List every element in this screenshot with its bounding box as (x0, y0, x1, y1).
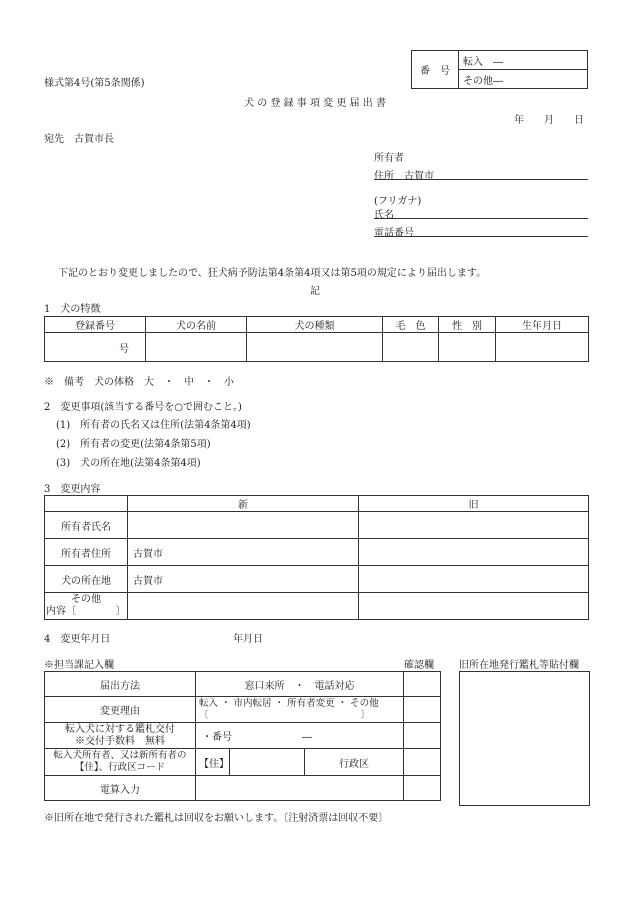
reg-number-cell: 号 (45, 333, 146, 362)
owner-address-line (374, 179, 588, 180)
change-item-3: (3) 犬の所在地(法第4条第4項) (56, 458, 201, 469)
label-other-line1: その他 (71, 594, 101, 605)
header-dog-breed: 犬の種類 (247, 317, 383, 333)
header-coat-color: 毛 色 (383, 317, 439, 333)
sex-cell (439, 333, 496, 362)
change-item-2: (2) 所有者の変更(法第4条第5項) (56, 439, 211, 450)
reason-other-bracket: 〔 〕 (199, 709, 371, 721)
addressee: 宛先 古賀市長 (44, 134, 114, 145)
section2-heading: 2 変更事項(該当する番号を○で囲むこと。) (44, 402, 242, 413)
change-content-table (44, 495, 589, 620)
computer-input-label: 電算入力 (45, 776, 196, 801)
new-other (128, 593, 359, 620)
dog-breed-cell (247, 333, 383, 362)
confirm-label: 確認欄 (404, 660, 434, 671)
addr-code-label: 【住】 (196, 749, 230, 776)
reason-options: 転入 ・ 市内転居 ・ 所有者変更 ・ その他 (199, 697, 379, 709)
new-owner-address: 古賀市 (128, 539, 359, 566)
number-transfer: 転入 ― (459, 51, 588, 70)
header-dog-name: 犬の名前 (146, 317, 247, 333)
old-owner-address (359, 539, 589, 566)
tag-issue-label (45, 723, 196, 749)
tag-issue-value: ・番号 ― (196, 723, 404, 749)
owner-phone-label: 電話番号 (374, 228, 414, 239)
label-owner-name: 所有者氏名 (45, 512, 128, 539)
office-footnote: ※旧所在地で発行された鑑札は回収をお願いします。〔注射済票は回収不要〕 (44, 813, 389, 824)
transfer-owner-label-line1: 転入犬所有者、又は新所有者の (53, 750, 187, 761)
owner-heading: 所有者 (374, 153, 404, 164)
header-new: 新 (128, 496, 359, 512)
transfer-owner-confirm (404, 749, 441, 776)
owner-furigana-label: (フリガナ) (374, 196, 422, 207)
addr-code-value (230, 749, 305, 776)
method-value: 窓口来所 ・ 電話対応 (196, 672, 404, 697)
header-birthdate: 生年月日 (496, 317, 589, 333)
section1-heading: 1 犬の特徴 (44, 304, 101, 315)
dog-features-table (44, 316, 589, 362)
number-box (411, 50, 588, 89)
tag-issue-label-line2: ※交付手数料 無料 (75, 735, 165, 747)
ki-mark: 記 (310, 286, 320, 297)
label-dog-location: 犬の所在地 (45, 566, 128, 593)
header-reg-number: 登録番号 (45, 317, 146, 333)
dog-name-cell (146, 333, 247, 362)
tag-issue-label-line1: 転入犬に対する鑑札交付 (65, 723, 175, 735)
district-label: 行政区 (305, 749, 404, 776)
tag-issue-confirm (404, 723, 441, 749)
document-title: 犬 の 登 録 事 項 変 更 届 出 書 (244, 98, 386, 109)
form-number: 様式第4号(第5条関係) (44, 78, 145, 89)
transfer-owner-label (45, 749, 196, 776)
header-old: 旧 (359, 496, 589, 512)
new-dog-location: 古賀市 (128, 566, 359, 593)
office-heading: ※担当課記入欄 (44, 660, 114, 671)
computer-input-confirm (404, 776, 441, 801)
coat-color-cell (383, 333, 439, 362)
computer-input-value (196, 776, 404, 801)
label-other-line2: 内容〔 〕 (46, 606, 126, 617)
section3-heading: 3 変更内容 (44, 484, 101, 495)
office-table (44, 671, 441, 801)
corner-cell (45, 496, 128, 512)
label-other (45, 593, 128, 620)
change-date: 年月日 (233, 634, 263, 645)
old-tag-paste-area (459, 671, 590, 806)
owner-name-line (374, 218, 588, 219)
number-box-label: 番 号 (412, 51, 459, 89)
reason-value (196, 697, 404, 723)
reason-confirm (404, 697, 441, 723)
submission-date: 年 月 日 (514, 115, 584, 126)
label-owner-address: 所有者住所 (45, 539, 128, 566)
owner-phone-line (374, 236, 588, 237)
section4-heading: 4 変更年月日 (44, 634, 111, 645)
owner-address-label: 住所 古賀市 (374, 171, 434, 182)
change-item-1: (1) 所有者の氏名又は住所(法第4条第4項) (56, 420, 251, 431)
dog-size-note: ※ 備考 犬の体格 大 ・ 中 ・ 小 (44, 377, 234, 388)
transfer-owner-label-line2: 【住】、行政区コード (74, 762, 166, 773)
old-other (359, 593, 589, 620)
header-sex: 性 別 (439, 317, 496, 333)
method-label: 届出方法 (45, 672, 196, 697)
method-confirm (404, 672, 441, 697)
tag-paste-label: 旧所在地発行鑑札等貼付欄 (459, 660, 579, 671)
new-owner-name (128, 512, 359, 539)
reason-label: 変更理由 (45, 697, 196, 723)
old-dog-location (359, 566, 589, 593)
owner-name-label: 氏名 (374, 210, 394, 221)
old-owner-name (359, 512, 589, 539)
intro-text: 下記のとおり変更しましたので、狂犬病予防法第4条第4項又は第5項の規定により届出します。 (58, 268, 487, 279)
birthdate-cell (496, 333, 589, 362)
number-other: その他― (459, 70, 588, 89)
